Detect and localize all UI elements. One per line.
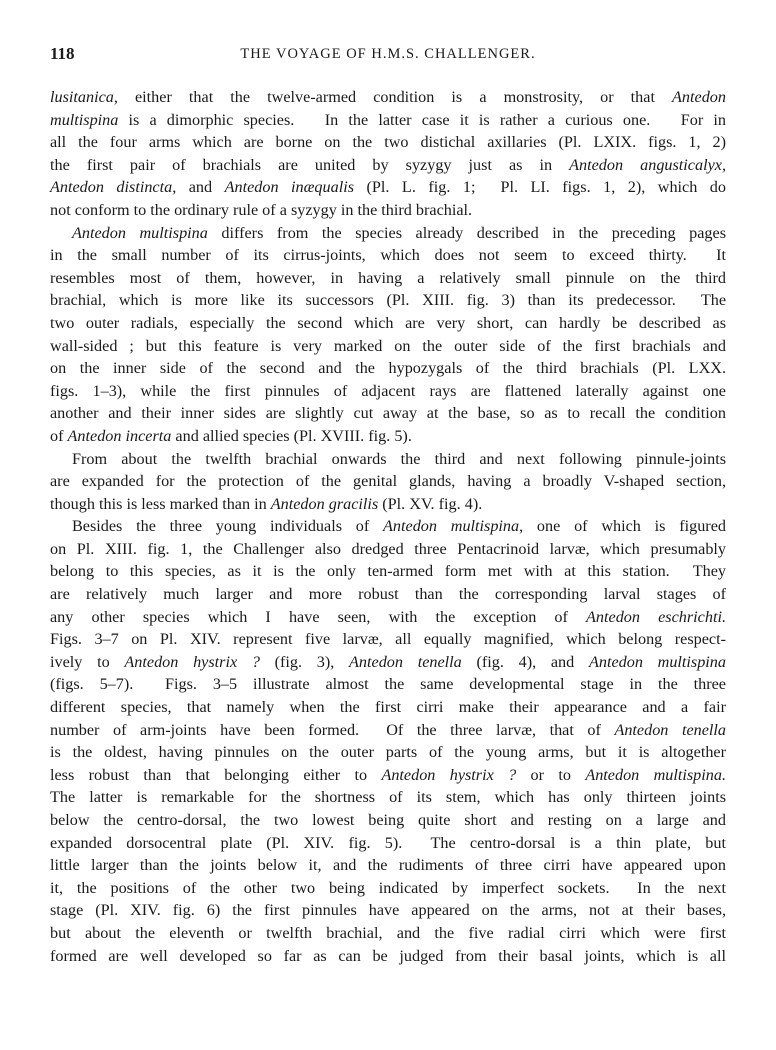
italic-species-name: Antedon incerta: [67, 426, 172, 445]
text-run: little larger than the joints below it, and the rudiments of three cirri have appeared upon: [50, 856, 726, 875]
text-run: stage (Pl. XIV. fig. 6) the first pinnules have appeared on the arms, not at their bases,: [50, 901, 726, 920]
text-run: (fig. 3),: [259, 652, 350, 671]
text-run: Figs. 3–7 on Pl. XIV. represent five larvæ, all equally magnified, which belong respect-: [50, 630, 726, 649]
text-run: resembles most of them, however, in having a relatively small pinnule on the third: [50, 268, 726, 287]
text-line: [50, 380, 726, 403]
text-line: [50, 696, 726, 719]
page-header: [50, 44, 726, 66]
text-line: [50, 832, 726, 855]
text-run: two outer radials, especially the second which are very short, can hardly be described as: [50, 313, 726, 332]
italic-species-name: Antedon angusticalyx,: [569, 155, 726, 174]
text-run: though this is less marked than in: [50, 494, 271, 513]
text-run: it, the positions of the other two being indicated by imperfect sockets. In the next: [50, 878, 726, 897]
text-line: [50, 425, 726, 448]
text-line: [50, 335, 726, 358]
text-line: [50, 176, 726, 199]
text-run: brachial, which is more like its successors (Pl. XIII. fig. 3) than its predecessor. The: [50, 291, 726, 310]
text-run: is the oldest, having pinnules on the outer parts of the young arms, but it is altogether: [50, 743, 726, 762]
text-run: formed are well developed so far as can be judged from their basal joints, which is all: [50, 946, 726, 965]
running-title: THE VOYAGE OF H.M.S. CHALLENGER.: [240, 46, 536, 62]
text-line: [50, 583, 726, 606]
italic-species-name: Antedon distincta: [50, 178, 173, 197]
text-line: [50, 131, 726, 154]
text-run: the first pair of brachials are united by syzygy just as in: [50, 155, 570, 174]
body-text: [50, 86, 726, 967]
text-run: on Pl. XIII. fig. 1, the Challenger also dredged three Pentacrinoid larvæ, which presumably: [50, 539, 726, 558]
text-line: [50, 448, 726, 471]
text-run: in the small number of its cirrus-joints, which does not seem to exceed thirty. It: [50, 246, 726, 265]
text-line: [50, 606, 726, 629]
text-line: [50, 877, 726, 900]
text-run: , either that the twelve-armed condition is a monstrosity, or that: [113, 88, 673, 106]
text-run: expanded dorsocentral plate (Pl. XIV. fig. 5). The centro-dorsal is a thin plate, but: [50, 833, 726, 852]
text-line: [50, 470, 726, 493]
text-run: differs from the species already described in the preceding pages: [207, 223, 726, 242]
text-line: [50, 945, 726, 968]
text-line: [50, 199, 726, 222]
italic-species-name: Antedon multispina: [588, 652, 726, 671]
text-line: [50, 673, 726, 696]
text-line: [50, 764, 726, 787]
italic-species-name: Antedon multispina: [383, 517, 520, 536]
text-run: is a dimorphic species. In the latter case it is rather a curious one. For in: [118, 110, 726, 129]
text-line: [50, 538, 726, 561]
text-run: number of arm-joints have been formed. Of the three larvæ, that of: [50, 720, 615, 739]
text-run: below the centro-dorsal, the two lowest being quite short and resting on a large and: [50, 811, 726, 829]
italic-species-name: Antedon tenella: [349, 652, 462, 671]
text-line: [50, 402, 726, 425]
text-run: different species, that namely when the first cirri make their appearance and a fair: [50, 698, 726, 717]
text-line: [50, 493, 726, 516]
text-run: (Pl. L. fig. 1; Pl. LI. figs. 1, 2), which do: [354, 178, 726, 197]
text-run: The latter is remarkable for the shortness of its stem, which has only thirteen joints: [50, 788, 726, 807]
text-line: [50, 312, 726, 335]
italic-species-name: Antedon: [672, 88, 726, 106]
text-line: [50, 267, 726, 290]
italic-species-name: Antedon hystrix ?: [124, 652, 260, 671]
text-run: , and: [172, 178, 225, 197]
text-run: are relatively much larger and more robust than the corresponding larval stages of: [50, 585, 726, 604]
text-run: figs. 1–3), while the first pinnules of adjacent rays are flattened laterally against one: [50, 381, 726, 400]
italic-species-name: Antedon eschrichti.: [586, 607, 726, 626]
text-line: [50, 854, 726, 877]
text-line: [50, 289, 726, 312]
text-line: [50, 357, 726, 380]
text-run: , one of which is figured: [519, 517, 726, 536]
text-line: [50, 86, 726, 109]
text-line: [50, 244, 726, 267]
text-line: [50, 809, 726, 832]
text-line: [50, 786, 726, 809]
text-run: or to: [516, 765, 586, 784]
text-run: ively to: [50, 652, 125, 671]
text-run: any other species which I have seen, with the exception of: [50, 607, 587, 626]
text-run: belong to this species, as it is the only ten-armed form met with at this station. They: [50, 562, 726, 581]
text-line: [50, 741, 726, 764]
text-line: [50, 719, 726, 742]
text-run: not conform to the ordinary rule of a syzygy in the third brachial.: [50, 200, 473, 219]
text-run: (fig. 4), and: [461, 652, 589, 671]
italic-species-name: Antedon gracilis: [270, 494, 379, 513]
italic-species-name: multispina: [50, 110, 119, 129]
italic-species-name: Antedon tenella: [614, 720, 726, 739]
italic-species-name: lusitanica: [50, 88, 114, 106]
italic-species-name: Antedon hystrix ?: [381, 765, 517, 784]
text-run: wall-sided ; but this feature is very marked on the outer side of the first brachials and: [50, 336, 726, 355]
text-run: on the inner side of the second and the hypozygals of the third brachials (Pl. LXX.: [50, 359, 726, 378]
text-line: [50, 222, 726, 245]
text-run: (Pl. XV. fig. 4).: [378, 494, 483, 513]
text-line: [50, 651, 726, 674]
text-line: [50, 922, 726, 945]
text-run: less robust than that belonging either to: [50, 765, 382, 784]
text-line: [50, 109, 726, 132]
text-line: [50, 899, 726, 922]
text-run: and allied species (Pl. XVIII. fig. 5).: [171, 426, 412, 445]
text-line: [50, 515, 726, 538]
text-run: From about the twelfth brachial onwards the third and next following pinnule-joints: [72, 449, 726, 468]
text-run: but about the eleventh or twelfth brachial, and the five radial cirri which were first: [50, 923, 726, 942]
text-line: [50, 628, 726, 651]
text-run: (figs. 5–7). Figs. 3–5 illustrate almost the same developmental stage in the three: [50, 675, 726, 694]
text-line: [50, 154, 726, 177]
italic-species-name: Antedon multispina: [72, 223, 208, 242]
italic-species-name: Antedon multispina.: [585, 765, 726, 784]
text-run: all the four arms which are borne on the two distichal axillaries (Pl. LXIX. figs. 1, 2): [50, 133, 726, 152]
text-run: another and their inner sides are slightly cut away at the base, so as to recall the condition: [50, 404, 726, 423]
text-run: are expanded for the protection of the genital glands, having a broadly V-shaped section,: [50, 472, 726, 491]
text-run: Besides the three young individuals of: [72, 517, 384, 536]
italic-species-name: Antedon inæqualis: [224, 178, 355, 197]
page-number: 118: [50, 44, 75, 63]
text-run: of: [50, 426, 68, 445]
text-line: [50, 560, 726, 583]
